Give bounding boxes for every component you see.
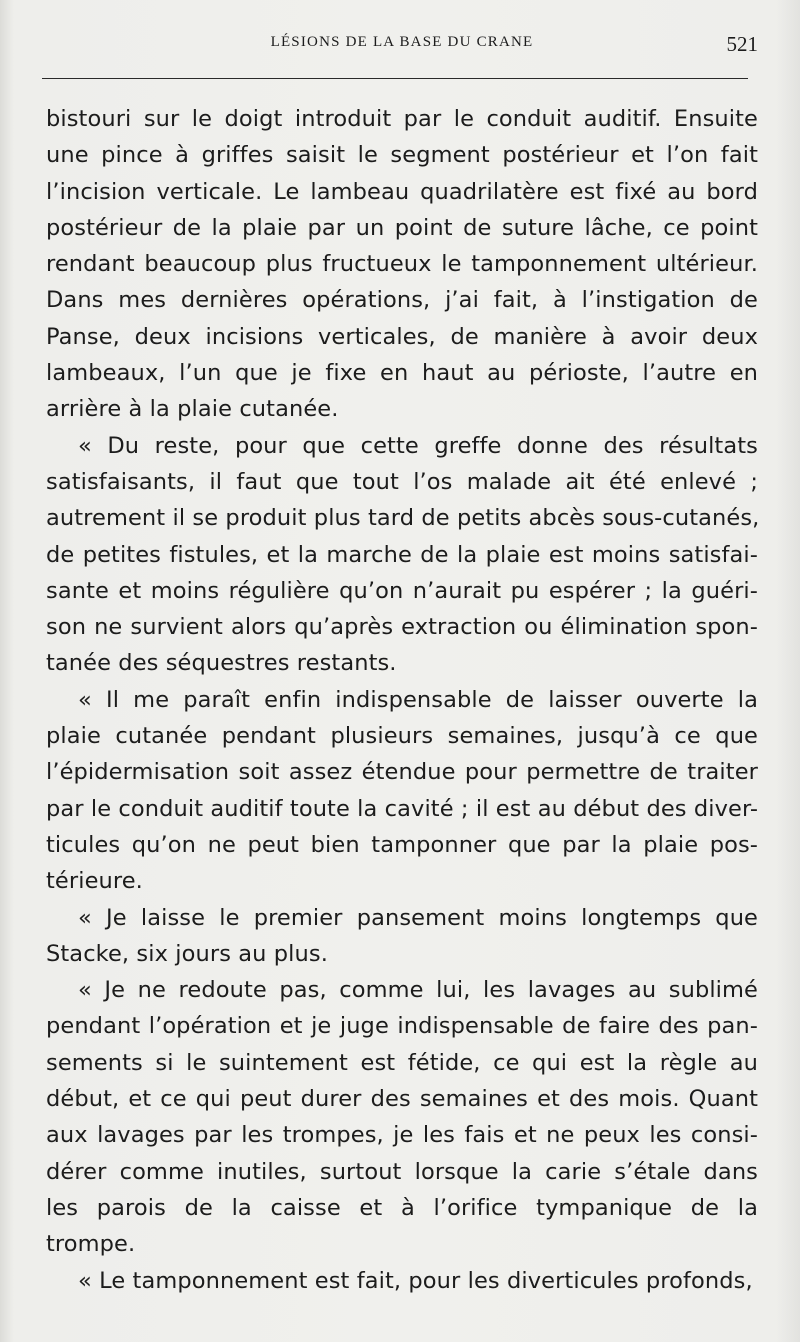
paragraph <box>46 101 758 428</box>
text-line: « Je ne redoute pas, comme lui, les lavages au sublimé <box>78 977 758 1004</box>
text-line: térieure. <box>46 868 143 895</box>
text-line: l’incision verticale. Le lambeau quadrilatère est fixé au bord <box>46 178 758 205</box>
header-rule <box>42 78 748 79</box>
paragraph <box>46 1263 758 1299</box>
page-header <box>46 34 758 60</box>
text-line: autrement il se produit plus tard de petits abcès sous-cutanés, <box>46 505 760 532</box>
text-line: postérieur de la plaie par un point de suture lâche, ce point <box>46 214 758 241</box>
paragraph <box>46 972 758 1262</box>
text-line: « Le tamponnement est fait, pour les diverticules profonds, <box>78 1267 753 1294</box>
text-line: trompe. <box>46 1231 136 1258</box>
text-line: Panse, deux incisions verticales, de manière à avoir deux <box>46 323 758 350</box>
text-line: Dans mes dernières opérations, j’ai fait, à l’instigation de <box>46 287 758 314</box>
text-line: dérer comme inutiles, surtout lorsque la carie s’étale dans <box>46 1158 758 1185</box>
text-line: une pince à griffes saisit le segment postérieur et l’on fait <box>46 142 758 169</box>
text-line: sements si le suintement est fétide, ce qui est la règle au <box>46 1049 758 1076</box>
text-line: pendant l’opération et je juge indispensable de faire des pan- <box>46 1013 758 1040</box>
text-line: tanée des séquestres restants. <box>46 650 397 677</box>
text-line: satisfaisants, il faut que tout l’os malade ait été enlevé ; <box>46 468 758 495</box>
page-number: 521 <box>726 32 758 56</box>
text-line: « Du reste, pour que cette greffe donne des résultats <box>78 432 758 459</box>
paragraph <box>46 900 758 973</box>
text-line: lambeaux, l’un que je fixe en haut au périoste, l’autre en <box>46 360 758 387</box>
text-line: rendant beaucoup plus fructueux le tamponnement ultérieur. <box>46 251 758 278</box>
text-line: son ne survient alors qu’après extraction ou élimination spon- <box>46 614 758 641</box>
paragraph <box>46 682 758 900</box>
text-line: l’épidermisation soit assez étendue pour permettre de traiter <box>46 759 758 786</box>
text-line: « Je laisse le premier pansement moins longtemps que <box>78 904 758 931</box>
paragraph <box>46 428 758 682</box>
text-line: par le conduit auditif toute la cavité ; il est au début des diver- <box>46 795 759 822</box>
text-line: arrière à la plaie cutanée. <box>46 396 339 423</box>
running-title: LÉSIONS DE LA BASE DU CRANE <box>270 34 534 50</box>
text-line: ticules qu’on ne peut bien tamponner que par la plaie pos- <box>46 831 758 858</box>
text-line: les parois de la caisse et à l’orifice tympanique de la <box>46 1194 758 1221</box>
text-line: début, et ce qui peut durer des semaines et des mois. Quant <box>46 1086 758 1113</box>
body-text <box>46 101 758 1299</box>
text-line: de petites fistules, et la marche de la plaie est moins satisfai- <box>46 541 758 568</box>
text-line: aux lavages par les trompes, je les fais et ne peux les consi- <box>46 1122 758 1149</box>
text-line: Stacke, six jours au plus. <box>46 940 328 967</box>
text-line: bistouri sur le doigt introduit par le conduit auditif. Ensuite <box>46 106 758 132</box>
text-line: plaie cutanée pendant plusieurs semaines, jusqu’à ce que <box>46 723 758 750</box>
text-line: sante et moins régulière qu’on n’aurait pu espérer ; la guéri- <box>46 577 758 604</box>
text-line: « Il me paraît enfin indispensable de laisser ouverte la <box>78 686 758 713</box>
